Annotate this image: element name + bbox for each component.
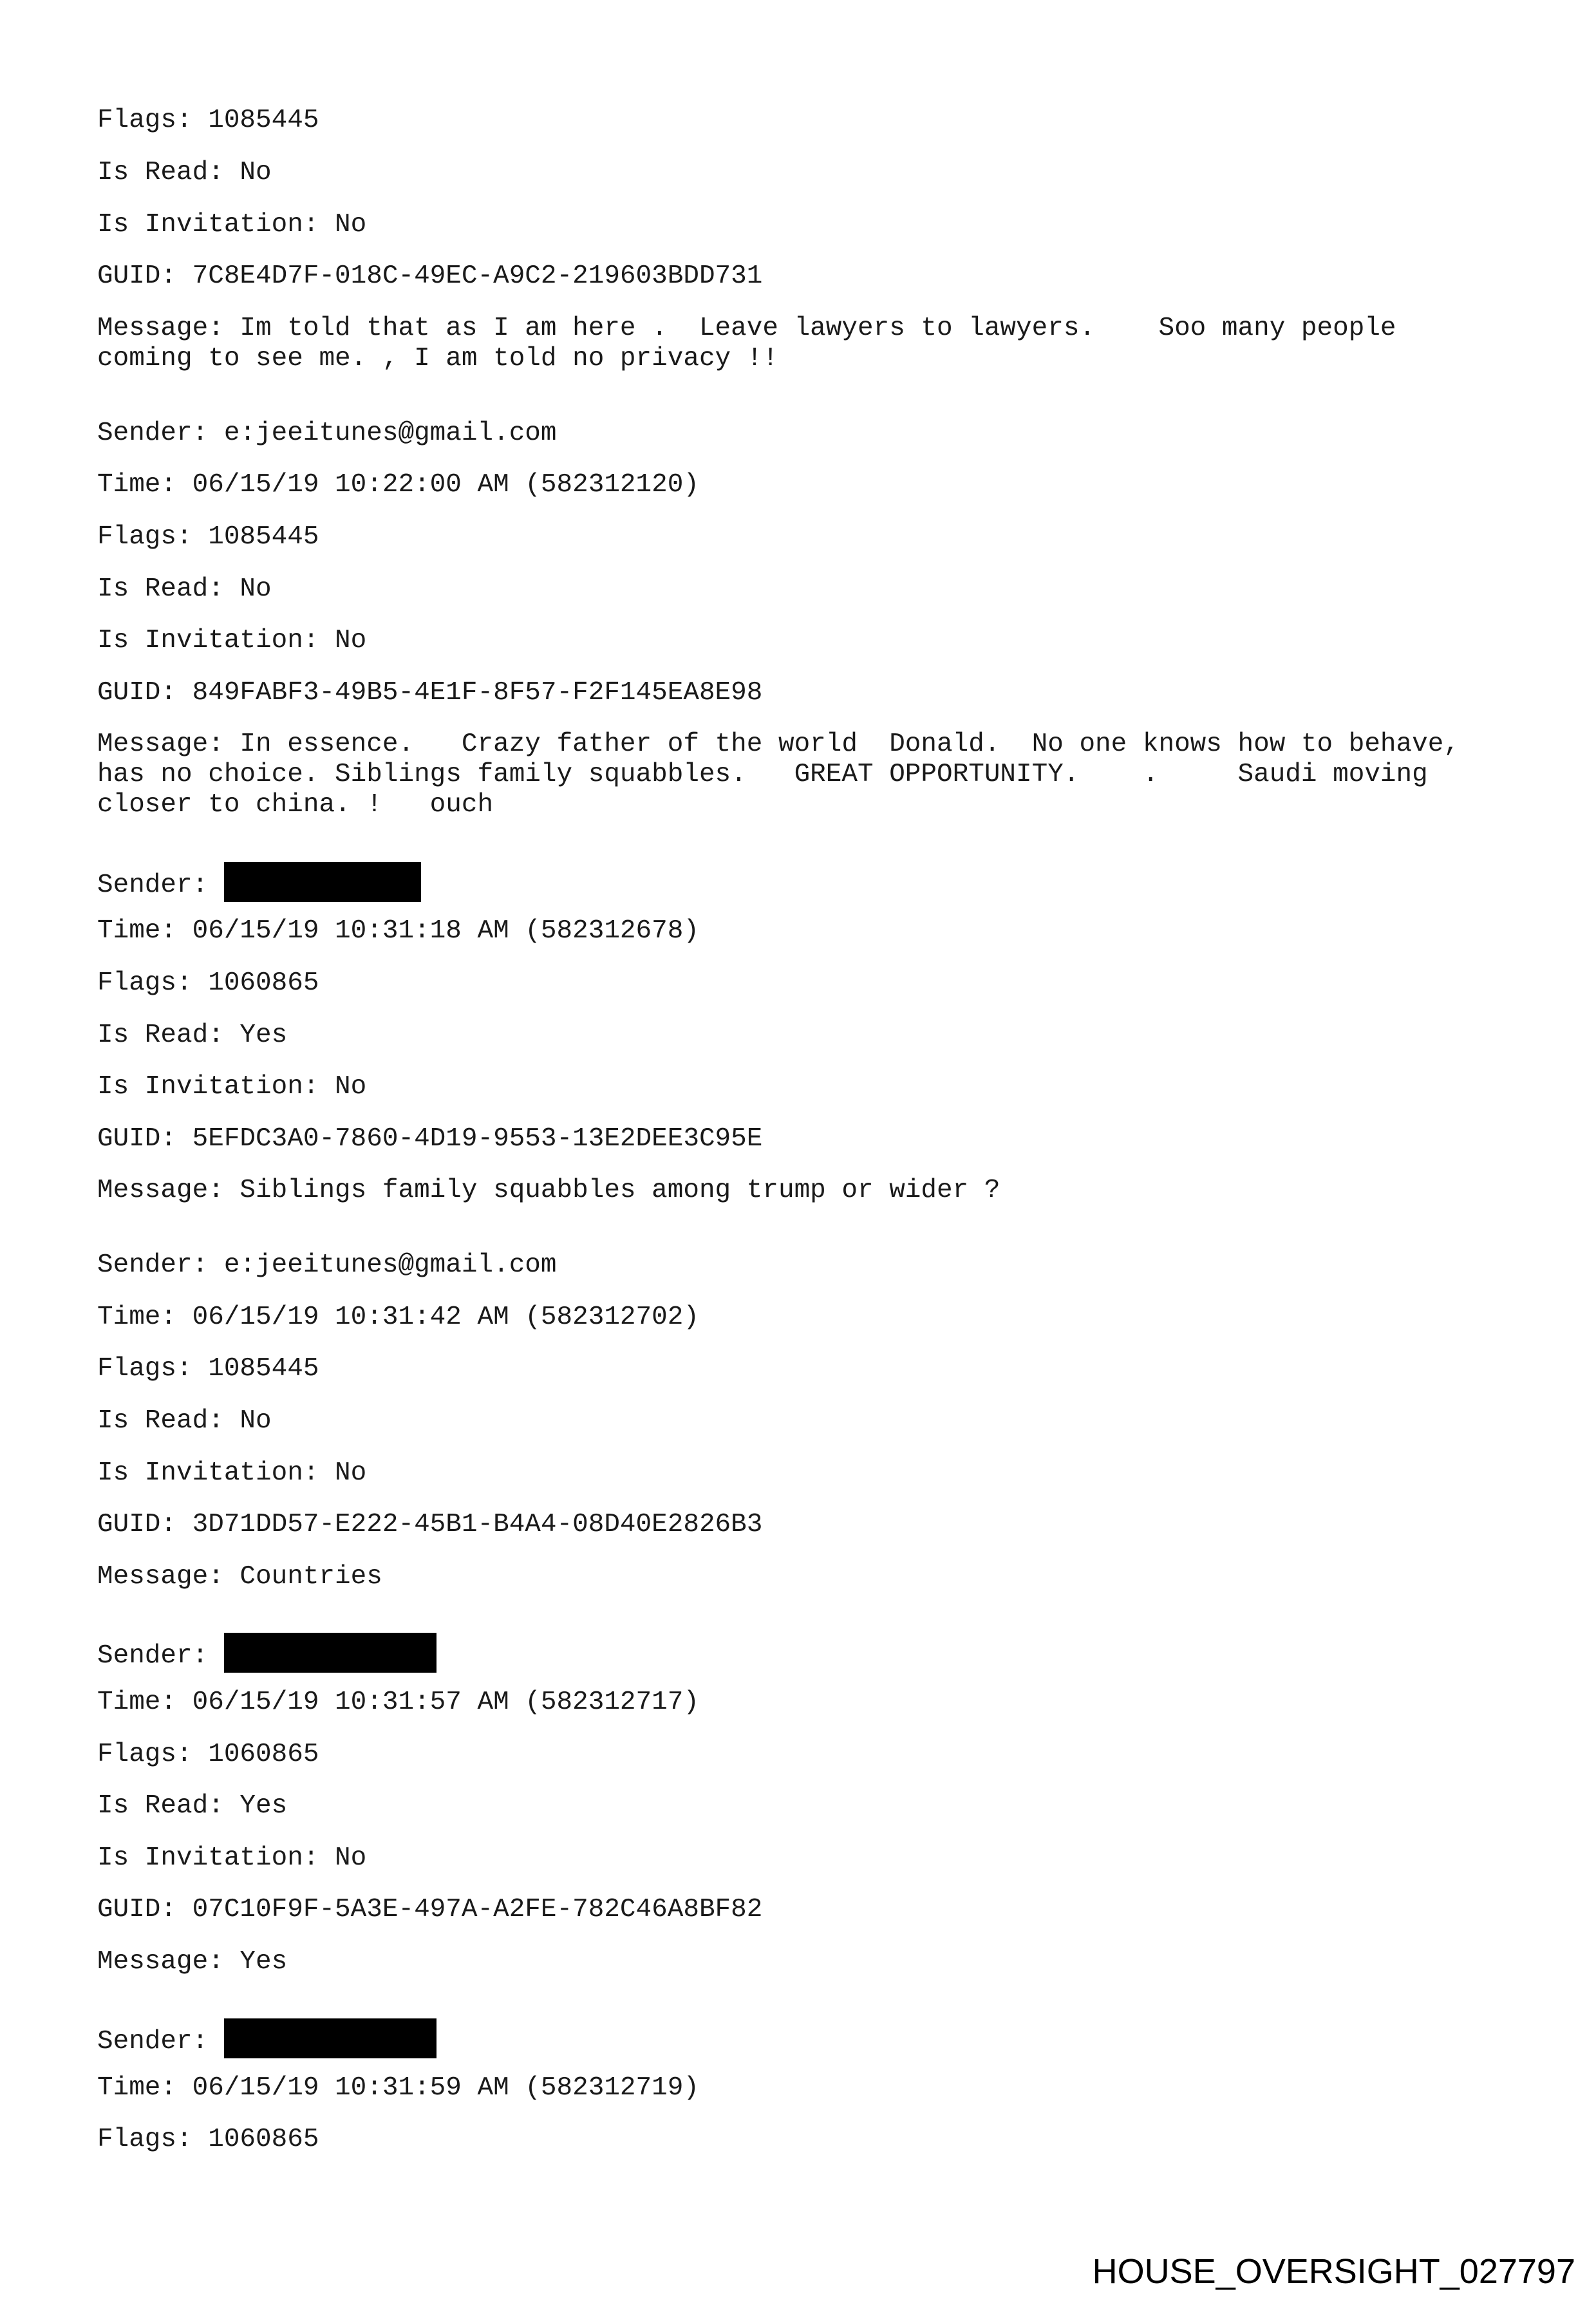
redaction-box bbox=[224, 862, 421, 902]
is-invitation-field: Is Invitation: No bbox=[97, 1458, 367, 1488]
is-invitation-field: Is Invitation: No bbox=[97, 210, 367, 240]
flags-field: Flags: 1060865 bbox=[97, 1740, 319, 1769]
message-field: Message: Yes bbox=[97, 1947, 288, 1977]
is-invitation-field: Is Invitation: No bbox=[97, 1843, 367, 1873]
message-field: Message: Countries bbox=[97, 1562, 382, 1592]
flags-field: Flags: 1060865 bbox=[97, 2125, 319, 2154]
flags-field: Flags: 1060865 bbox=[97, 968, 319, 998]
sender-field: Sender: e:jeeitunes@gmail.com bbox=[97, 1250, 557, 1280]
bates-number: HOUSE_OVERSIGHT_027797 bbox=[1092, 2252, 1575, 2291]
is-read-field: Is Read: Yes bbox=[97, 1791, 288, 1821]
sender-label: Sender: bbox=[97, 1640, 224, 1671]
sender-field bbox=[97, 1635, 437, 1675]
sender-field bbox=[97, 2021, 437, 2061]
time-field: Time: 06/15/19 10:31:59 AM (582312719) bbox=[97, 2073, 699, 2103]
guid-field: GUID: 5EFDC3A0-7860-4D19-9553-13E2DEE3C95E bbox=[97, 1124, 763, 1154]
guid-field: GUID: 07C10F9F-5A3E-497A-A2FE-782C46A8BF82 bbox=[97, 1895, 763, 1924]
time-field: Time: 06/15/19 10:22:00 AM (582312120) bbox=[97, 470, 699, 500]
guid-field: GUID: 7C8E4D7F-018C-49EC-A9C2-219603BDD731 bbox=[97, 261, 763, 291]
is-read-field: Is Read: No bbox=[97, 574, 272, 604]
time-field: Time: 06/15/19 10:31:18 AM (582312678) bbox=[97, 916, 699, 946]
message-continuation: has no choice. Siblings family squabbles. GREAT OPPORTUNITY. . Saudi moving bbox=[97, 760, 1428, 789]
sender-field bbox=[97, 865, 421, 905]
guid-field: GUID: 849FABF3-49B5-4E1F-8F57-F2F145EA8E98 bbox=[97, 678, 763, 708]
flags-field: Flags: 1085445 bbox=[97, 106, 319, 135]
flags-field: Flags: 1085445 bbox=[97, 1354, 319, 1384]
is-invitation-field: Is Invitation: No bbox=[97, 1072, 367, 1102]
guid-field: GUID: 3D71DD57-E222-45B1-B4A4-08D40E2826B3 bbox=[97, 1510, 763, 1539]
flags-field: Flags: 1085445 bbox=[97, 522, 319, 552]
sender-label: Sender: bbox=[97, 870, 224, 900]
is-read-field: Is Read: No bbox=[97, 158, 272, 187]
message-field: Message: In essence. Crazy father of the world Donald. No one knows how to behave, bbox=[97, 729, 1460, 759]
message-field: Message: Siblings family squabbles among trump or wider ? bbox=[97, 1176, 1000, 1205]
redaction-box bbox=[224, 2018, 437, 2058]
sender-field: Sender: e:jeeitunes@gmail.com bbox=[97, 418, 557, 448]
is-invitation-field: Is Invitation: No bbox=[97, 626, 367, 655]
message-continuation: coming to see me. , I am told no privacy !! bbox=[97, 344, 778, 373]
sender-label: Sender: bbox=[97, 2026, 224, 2056]
time-field: Time: 06/15/19 10:31:42 AM (582312702) bbox=[97, 1302, 699, 1332]
message-field: Message: Im told that as I am here . Leave lawyers to lawyers. Soo many people bbox=[97, 314, 1396, 343]
is-read-field: Is Read: Yes bbox=[97, 1020, 288, 1050]
message-continuation: closer to china. ! ouch bbox=[97, 790, 494, 820]
time-field: Time: 06/15/19 10:31:57 AM (582312717) bbox=[97, 1687, 699, 1717]
is-read-field: Is Read: No bbox=[97, 1406, 272, 1436]
redaction-box bbox=[224, 1633, 437, 1673]
